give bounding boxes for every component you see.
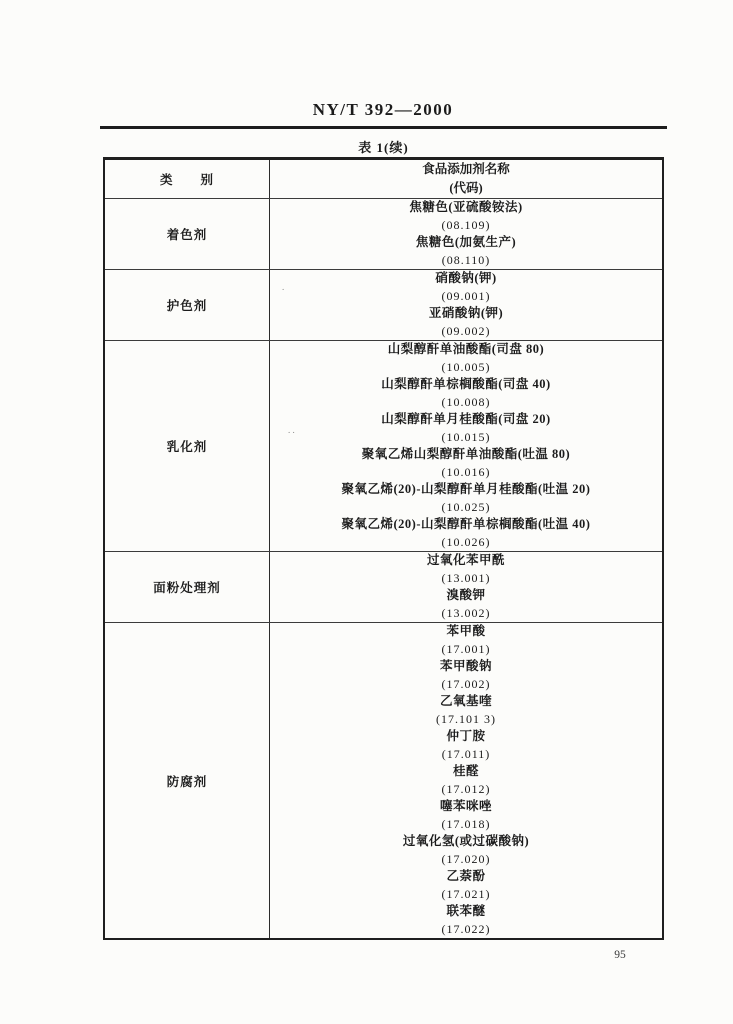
additive-code: (08.109) <box>441 217 491 232</box>
additive-code: (10.026) <box>441 534 491 549</box>
additive-code: (08.110) <box>441 252 491 267</box>
additive-code: (10.008) <box>441 394 491 409</box>
additive-code: (17.011) <box>441 746 491 761</box>
additive-name: 聚氧乙烯(20)-山梨醇酐单棕榈酸酯(吐温 40) <box>341 517 591 531</box>
additive-name: 联苯醚 <box>446 904 486 918</box>
category-header-cell <box>105 160 270 198</box>
table-header-row <box>105 160 662 198</box>
additive-code: (17.022) <box>441 921 491 936</box>
scan-speck: . <box>282 282 285 292</box>
additive-code: (17.002) <box>441 676 491 691</box>
additive-name: 聚氧乙烯山梨醇酐单油酸酯(吐温 80) <box>361 447 571 461</box>
items-cell <box>270 623 662 938</box>
category-label: 着色剂 <box>166 228 208 242</box>
additive-code: (17.101 3) <box>436 711 496 726</box>
table-row <box>105 622 662 938</box>
category-column-header: 类 别 <box>159 173 214 187</box>
additive-name: 焦糖色(加氨生产) <box>415 235 517 249</box>
additive-code: (17.001) <box>441 641 491 656</box>
additive-name: 仲丁胺 <box>446 729 486 743</box>
additive-name: 噻苯咪唑 <box>439 799 492 813</box>
category-cell <box>105 199 270 269</box>
items-cell <box>270 341 662 551</box>
additive-name: 聚氧乙烯(20)-山梨醇酐单月桂酸酯(吐温 20) <box>341 482 591 496</box>
additive-code: (10.005) <box>441 359 491 374</box>
scan-speck: . . <box>288 425 295 435</box>
additive-code-column-header: (代码) <box>449 181 483 195</box>
additive-name: 亚硝酸钠(钾) <box>428 306 504 320</box>
additive-name: 过氧化氢(或过碳酸钠) <box>402 834 530 848</box>
additive-code: (17.020) <box>441 851 491 866</box>
additive-name: 溴酸钾 <box>446 588 486 602</box>
category-label: 防腐剂 <box>166 774 208 789</box>
table-row <box>105 340 662 551</box>
additive-name: 硝酸钠(钾) <box>435 271 497 285</box>
category-cell <box>105 270 270 340</box>
category-label: 护色剂 <box>166 299 208 313</box>
name-header-cell <box>270 160 662 198</box>
additive-name: 乙氧基喹 <box>439 694 492 708</box>
additive-name: 山梨醇酐单棕榈酸酯(司盘 40) <box>381 377 551 391</box>
additive-name: 山梨醇酐单月桂酸酯(司盘 20) <box>381 412 551 426</box>
items-cell <box>270 270 662 340</box>
additive-code: (10.016) <box>441 464 491 479</box>
standard-number: NY/T 392—2000 <box>312 100 454 119</box>
additive-name: 苯甲酸 <box>446 624 486 638</box>
additive-name: 乙萘酚 <box>446 869 486 883</box>
category-cell <box>105 552 270 622</box>
category-label: 面粉处理剂 <box>153 581 221 595</box>
items-cell <box>270 199 662 269</box>
additive-code: (17.018) <box>441 816 491 831</box>
additive-code: (17.021) <box>441 886 491 901</box>
category-cell <box>105 623 270 938</box>
table-row <box>105 551 662 622</box>
items-cell <box>270 552 662 622</box>
additive-code: (10.025) <box>441 499 491 514</box>
category-cell <box>105 341 270 551</box>
additive-name-column-header: 食品添加剂名称 <box>422 162 510 176</box>
additive-code: (13.002) <box>441 605 491 620</box>
table-caption: 表 1(续) <box>358 140 409 155</box>
table-row <box>105 198 662 269</box>
header-rule <box>100 126 667 129</box>
additive-code: (13.001) <box>441 570 491 585</box>
additive-name: 山梨醇酐单油酸酯(司盘 80) <box>387 342 545 356</box>
additives-table <box>103 157 664 940</box>
additive-code: (09.001) <box>441 288 491 303</box>
category-label: 乳化剂 <box>166 440 208 454</box>
additive-code: (17.012) <box>441 781 491 796</box>
additive-name: 过氧化苯甲酰 <box>426 553 505 567</box>
additive-name: 苯甲酸钠 <box>439 659 492 673</box>
additive-name: 焦糖色(亚硫酸铵法) <box>409 200 523 214</box>
page-number: 95 <box>614 949 626 961</box>
additive-code: (09.002) <box>441 323 491 338</box>
additive-name: 桂醛 <box>452 764 479 778</box>
table-row <box>105 269 662 340</box>
additive-code: (10.015) <box>441 429 491 444</box>
